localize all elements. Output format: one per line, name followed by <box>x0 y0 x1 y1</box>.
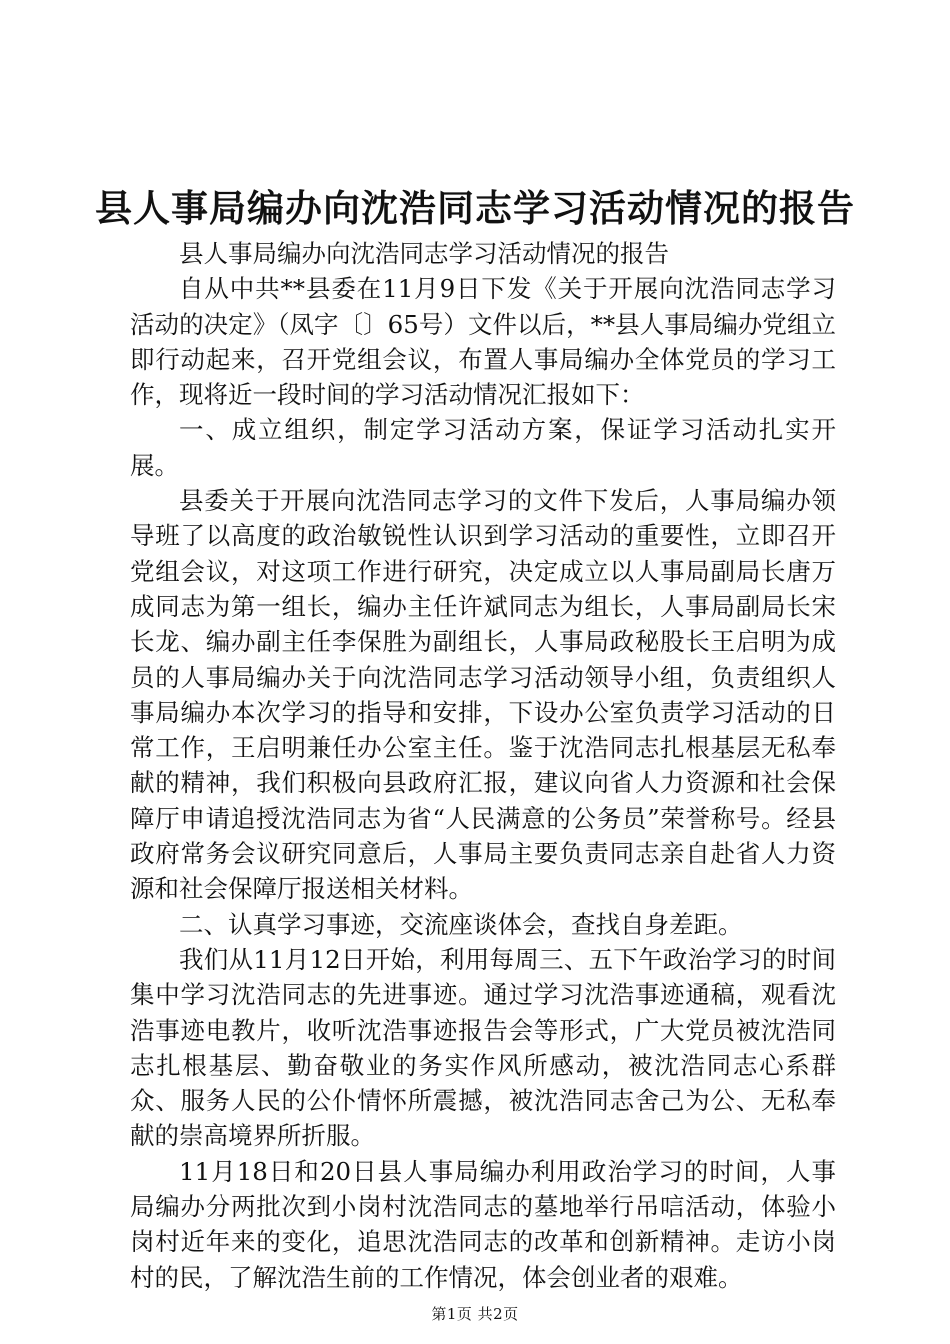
document-title: 县人事局编办向沈浩同志学习活动情况的报告 <box>95 186 855 230</box>
paragraph-organization: 县委关于开展向沈浩同志学习的文件下发后，人事局编办领导班了以高度的政治敏锐性认识到学习活动的重要性，立即召开党组会议，对这项工作进行研究，决定成立以人事局副局长唐万成同志为第一组长，编办主任许斌同志为组长，人事局副局长宋长龙、编办副主任李保胜为副组长，人事局政秘股长王启明为成员的人事局编办关于向沈浩同志学习活动领导小组，负责组织人事局编办本次学习的指导和安排，下设办公室负责学习活动的日常工作，王启明兼任办公室主任。鉴于沈浩同志扎根基层无私奉献的精神，我们积极向县政府汇报，建议向省人力资源和社会保障厅申请追授沈浩同志为省“人民满意的公务员”荣誉称号。经县政府常务会议研究同意后，人事局主要负责同志亲自赴省人力资源和社会保障厅报送相关材料。 <box>130 486 836 904</box>
paragraph-intro: 自从中共**县委在11月9日下发《关于开展向沈浩同志学习活动的决定》（凤字〔〕65号）文件以后，**县人事局编办党组立即行动起来，召开党组会议，布置人事局编办全体党员的学习工作，现将近一段时间的学习活动情况汇报如下： <box>130 274 836 410</box>
paragraph-study: 我们从11月12日开始，利用每周三、五下午政治学习的时间集中学习沈浩同志的先进事迹。通过学习沈浩事迹通稿，观看沈浩事迹电教片，收听沈浩事迹报告会等形式，广大党员被沈浩同志扎根基层、勤奋敬业的务实作风所感动，被沈浩同志心系群众、服务人民的公仆情怀所震撼，被沈浩同志舍己为公、无私奉献的崇高境界所折服。 <box>130 944 836 1151</box>
page-footer: 第1页 共2页 <box>431 1305 519 1323</box>
section-heading-1: 一、成立组织，制定学习活动方案，保证学习活动扎实开展。 <box>130 415 836 480</box>
paragraph-subtitle: 县人事局编办向沈浩同志学习活动情况的报告 <box>179 239 669 268</box>
document-body <box>130 236 836 1295</box>
paragraph-visit: 11月18日和20日县人事局编办利用政治学习的时间，人事局编办分两批次到小岗村沈浩同志的墓地举行吊唁活动，体验小岗村近年来的变化，追思沈浩同志的改革和创新精神。走访小岗村的民，了解沈浩生前的工作情况，体会创业者的艰难。 <box>130 1156 836 1292</box>
section-heading-2: 二、认真学习事迹，交流座谈体会，查找自身差距。 <box>179 909 743 939</box>
